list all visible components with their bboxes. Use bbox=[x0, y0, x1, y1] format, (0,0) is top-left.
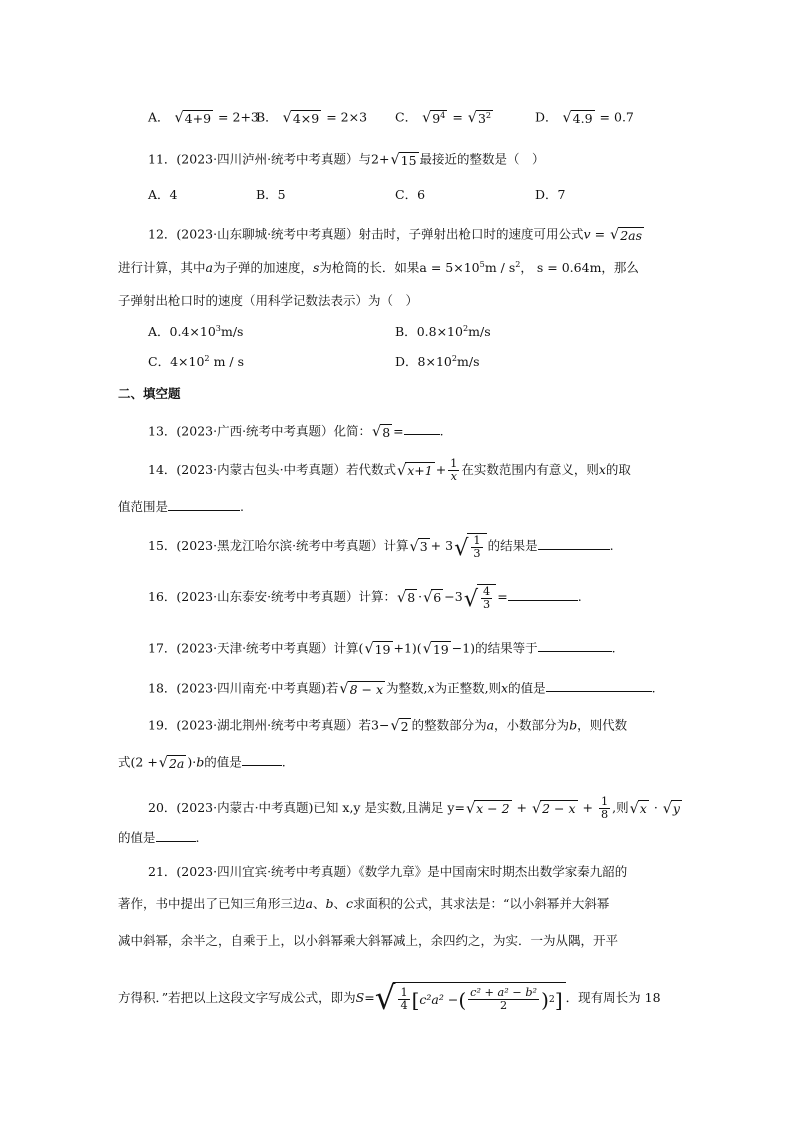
sqrt-expression: √ 4+9 bbox=[174, 110, 212, 127]
question-12-line-2 bbox=[118, 258, 639, 275]
expr: −1) bbox=[451, 640, 476, 656]
radicand: 6 bbox=[433, 590, 442, 606]
answer-blank[interactable] bbox=[242, 764, 282, 766]
variable: c bbox=[346, 896, 354, 911]
sqrt-expression: √ 8 − x bbox=[339, 681, 384, 698]
condition: a = 5×10 bbox=[419, 260, 480, 275]
exponent: 3 bbox=[215, 322, 221, 333]
fraction bbox=[468, 987, 539, 1012]
sqrt-expression: √ $\frac{1}{3}$ bbox=[454, 533, 487, 560]
question-text: 的结果等于 bbox=[475, 640, 538, 656]
option-letter: C． bbox=[148, 354, 171, 369]
radicand: 19 bbox=[432, 642, 449, 657]
fraction bbox=[471, 535, 482, 560]
variable: b bbox=[325, 896, 334, 911]
period: . bbox=[611, 640, 616, 656]
question-17 bbox=[148, 641, 616, 657]
period: . bbox=[609, 537, 614, 553]
answer-blank[interactable] bbox=[156, 840, 196, 842]
sqrt-expression: √ 3 bbox=[409, 538, 428, 555]
radicand: 2as bbox=[620, 228, 643, 243]
sqrt-expression: √ $3^2$ bbox=[467, 109, 492, 127]
question-text: 20．(2023·内蒙古·中考真题)已知 x,y 是实数,且满足 y= bbox=[148, 799, 465, 815]
q12-option-a bbox=[148, 322, 244, 339]
exponent: 2 bbox=[485, 109, 492, 120]
radicand: 4.9 bbox=[572, 111, 593, 126]
sqrt-expression: √ x bbox=[629, 800, 647, 817]
period: . bbox=[439, 423, 444, 439]
radicand: 8 bbox=[382, 425, 391, 440]
question-text: 16．(2023·山东泰安·统考中考真题）计算： bbox=[148, 588, 397, 604]
question-text: 著作，书中提出了已知三角形三边 bbox=[118, 896, 306, 911]
sqrt-expression: √ x+1 bbox=[397, 462, 433, 479]
question-text: ，则代数 bbox=[577, 717, 628, 733]
question-text: 在实数范围内有意义，则 bbox=[461, 461, 599, 477]
q11-option-d: D．7 bbox=[535, 187, 566, 202]
section-heading: 二、填空题 bbox=[118, 386, 181, 401]
question-16 bbox=[148, 584, 582, 611]
question-20-line-1 bbox=[148, 796, 683, 821]
question-text: ，那么 bbox=[601, 260, 639, 275]
unit: m / s bbox=[484, 260, 516, 275]
sqrt-expression: √ $\frac{4}{3}$ bbox=[464, 584, 497, 611]
variable: x bbox=[427, 680, 435, 696]
radicand: 19 bbox=[374, 642, 391, 657]
plus: + bbox=[512, 799, 531, 815]
variable: s bbox=[312, 260, 320, 275]
exponent: 2 bbox=[515, 258, 521, 269]
question-14-line-1 bbox=[148, 458, 631, 483]
option-letter: A． bbox=[148, 109, 170, 125]
question-18 bbox=[148, 681, 656, 697]
q12-option-c bbox=[148, 352, 244, 369]
sqrt-expression: √ y bbox=[662, 800, 680, 817]
sqrt-expression: √ 8 bbox=[397, 589, 416, 606]
answer-blank[interactable] bbox=[404, 433, 440, 435]
paren: ( bbox=[458, 987, 467, 1012]
sqrt-expression: √ 2 bbox=[390, 718, 409, 735]
plus: + bbox=[578, 799, 597, 815]
radical-sign: √ bbox=[374, 979, 396, 1017]
variable: S bbox=[355, 990, 365, 1005]
question-15 bbox=[148, 533, 614, 560]
expr: )· bbox=[187, 754, 197, 770]
question-text: 17．(2023·天津·统考中考真题）计算 bbox=[148, 640, 359, 656]
sqrt-expression: √ 2 − x bbox=[531, 800, 576, 817]
sqrt-expression: √ 19 bbox=[364, 641, 391, 658]
question-text: 进行计算，其中 bbox=[118, 260, 206, 275]
question-text: 18．(2023·四川南充·中考真题)若 bbox=[148, 680, 339, 696]
question-text: 19．(2023·湖北荆州·统考中考真题）若3− bbox=[148, 717, 390, 733]
option-letter: B． bbox=[256, 109, 278, 125]
question-21-line-4 bbox=[118, 979, 661, 1017]
q12-option-b bbox=[395, 322, 491, 339]
q10-option-c bbox=[395, 110, 494, 126]
equals: = bbox=[497, 588, 508, 604]
numerator: 1 bbox=[400, 986, 408, 1000]
question-text: 的结果是 bbox=[487, 537, 538, 553]
period: . bbox=[240, 499, 244, 514]
question-text: ,则 bbox=[612, 799, 629, 815]
separator: 、 bbox=[312, 896, 326, 911]
sqrt-expression: √ 19 bbox=[422, 641, 449, 658]
numerator: 1 bbox=[450, 457, 458, 470]
question-text: 为子弹的加速度， bbox=[212, 260, 313, 275]
variable: a bbox=[486, 717, 495, 733]
period: . bbox=[651, 680, 656, 696]
exponent: 4 bbox=[440, 109, 446, 120]
numerator: 1 bbox=[600, 795, 609, 808]
answer-blank[interactable] bbox=[168, 509, 240, 511]
radicand: 8 − x bbox=[349, 682, 384, 697]
question-text: 为整数, bbox=[386, 680, 428, 696]
exponent: 2 bbox=[451, 352, 458, 363]
question-text: 的值是 bbox=[204, 754, 242, 770]
question-text: 的值是 bbox=[508, 680, 546, 696]
variable: v bbox=[583, 226, 591, 242]
denominator: 3 bbox=[483, 597, 491, 611]
question-19-line-2 bbox=[118, 755, 286, 771]
sqrt-expression: √ 2a bbox=[158, 755, 185, 772]
rhs: = 0.7 bbox=[599, 109, 634, 125]
dot: · bbox=[418, 588, 423, 604]
question-text: 12．(2023·山东聊城·统考中考真题）射击时，子弹射出枪口时的速度可用公式 bbox=[148, 226, 584, 242]
sqrt-expression: √ $9^4$ bbox=[422, 109, 446, 127]
question-21-line-1: 21．(2023·四川宜宾·统考中考真题）《数学九章》是中国南宋时期杰出数学家秦九韶的 bbox=[148, 864, 628, 879]
question-12-line-1 bbox=[148, 227, 645, 243]
q12-option-d bbox=[395, 352, 480, 369]
fraction bbox=[599, 796, 610, 821]
sqrt-expression: √ 2as bbox=[610, 227, 643, 244]
sqrt-expression: √ 4×9 bbox=[282, 110, 320, 127]
denominator: 2 bbox=[500, 999, 508, 1013]
radicand: 2 − x bbox=[542, 801, 576, 817]
question-text: 求面积的公式，其求法是：“以小斜幂并大斜幂 bbox=[353, 896, 610, 911]
sqrt-expression: √ 6 bbox=[423, 589, 442, 606]
q10-option-a bbox=[148, 110, 259, 126]
question-12-line-3: 子弹射出枪口时的速度（用科学记数法表示）为（ ） bbox=[118, 293, 419, 308]
radicand: y bbox=[672, 801, 680, 817]
separator: 、 bbox=[333, 896, 347, 911]
question-text: 最接近的整数是（ ） bbox=[419, 151, 545, 167]
radicand: 4×9 bbox=[292, 111, 320, 126]
variable: b bbox=[569, 717, 578, 733]
dot: · bbox=[649, 799, 662, 815]
answer-blank[interactable] bbox=[538, 548, 610, 550]
numerator: 1 bbox=[473, 534, 481, 547]
period: . bbox=[195, 830, 200, 845]
paren: ) bbox=[541, 987, 549, 1012]
equals: = bbox=[393, 423, 404, 439]
radicand: $\frac{1}{4}$ [ c²a² − ( $\frac{\text{c² + a² − b²}}{2}$ ) 2 ] bbox=[393, 982, 565, 1015]
period: . bbox=[577, 588, 582, 604]
radicand: 3 bbox=[419, 539, 428, 555]
q10-option-d bbox=[535, 110, 634, 126]
q11-option-a: A．4 bbox=[148, 187, 178, 202]
answer-blank[interactable] bbox=[546, 690, 652, 692]
exponent: 5 bbox=[479, 258, 485, 269]
question-21-line-2 bbox=[118, 898, 609, 911]
question-text: 11．(2023·四川泸州·统考中考真题）与2+ bbox=[148, 151, 390, 167]
bracket: [ bbox=[411, 987, 420, 1012]
variable: x bbox=[501, 680, 509, 696]
numerator: c² + a² − b² bbox=[470, 986, 538, 1000]
denominator: 3 bbox=[473, 546, 481, 560]
radicand: x+1 bbox=[407, 463, 433, 479]
radicand: 3 bbox=[477, 111, 486, 126]
radicand: x bbox=[639, 801, 647, 817]
exponent: 2 bbox=[462, 322, 469, 333]
unit: m/s bbox=[468, 324, 491, 339]
paren: ( bbox=[358, 640, 364, 656]
sqrt-expression: √ 4.9 bbox=[562, 110, 593, 127]
unit: m / s bbox=[209, 354, 244, 369]
expr: c²a² − bbox=[419, 991, 459, 1007]
fraction bbox=[448, 458, 459, 483]
question-21-line-3: 减中斜幂，余半之，自乘于上，以小斜幂乘大斜幂减上，余四约之，为实．一为从隅，开平 bbox=[118, 933, 619, 948]
sqrt-expression: √ 15 bbox=[390, 152, 417, 169]
equals: = bbox=[590, 226, 610, 242]
question-text: 为正整数,则 bbox=[434, 680, 502, 696]
radicand: 9 bbox=[432, 111, 441, 126]
sqrt-expression: √ x − 2 bbox=[465, 800, 510, 817]
denominator: x bbox=[450, 469, 457, 483]
exponent: 2 bbox=[204, 352, 210, 363]
option-letter: A． bbox=[148, 324, 170, 339]
variable: b bbox=[196, 754, 205, 770]
fraction bbox=[398, 987, 409, 1012]
minus: −3 bbox=[444, 588, 463, 604]
numerator: 4 bbox=[483, 585, 491, 598]
value: 4×10 bbox=[170, 354, 205, 369]
plus: + 3 bbox=[430, 537, 454, 553]
radicand: 4+9 bbox=[184, 111, 212, 126]
variable: x bbox=[598, 461, 606, 477]
question-text: 式 bbox=[118, 754, 131, 770]
question-text: 13．(2023·广西·统考中考真题）化简： bbox=[148, 423, 372, 439]
option-letter: D． bbox=[535, 109, 558, 125]
question-20-line-2 bbox=[118, 832, 200, 845]
equals: = bbox=[452, 109, 463, 125]
radicand: 2a bbox=[168, 756, 185, 771]
question-text: 15．(2023·黑龙江哈尔滨·统考中考真题）计算 bbox=[148, 537, 409, 553]
radicand: 2 bbox=[400, 719, 409, 734]
q11-option-c: C．6 bbox=[395, 187, 426, 202]
answer-blank[interactable] bbox=[508, 599, 578, 601]
expr: (2 + bbox=[130, 754, 158, 770]
question-text: 14．(2023·内蒙古包头·中考真题）若代数式 bbox=[148, 461, 397, 477]
q11-option-b: B．5 bbox=[256, 187, 286, 202]
question-text: 的整数部分为 bbox=[411, 717, 487, 733]
bracket: ] bbox=[554, 987, 563, 1012]
question-11 bbox=[148, 152, 545, 168]
expr: +1)( bbox=[393, 640, 422, 656]
radicand: 15 bbox=[400, 153, 417, 168]
question-text: 方得积．”若把以上这段文字写成公式，即为 bbox=[118, 990, 356, 1005]
variable: a bbox=[205, 260, 213, 275]
condition: ， s = 0.64m bbox=[520, 260, 602, 275]
plus: + bbox=[435, 461, 447, 477]
variable: a bbox=[305, 896, 313, 911]
option-letter: C． bbox=[395, 109, 418, 125]
denominator: 4 bbox=[400, 999, 408, 1013]
question-text: ，小数部分为 bbox=[494, 717, 570, 733]
question-text: 的取 bbox=[605, 461, 631, 477]
fraction bbox=[481, 586, 492, 611]
rhs: = 2+3 bbox=[218, 109, 259, 125]
value: 0.8×10 bbox=[416, 324, 463, 339]
option-letter: D． bbox=[395, 354, 418, 369]
period: . bbox=[281, 754, 286, 770]
sqrt-expression: √ 8 bbox=[372, 424, 391, 441]
question-14-line-2 bbox=[118, 501, 244, 514]
unit: m/s bbox=[220, 324, 244, 339]
question-13 bbox=[148, 424, 444, 440]
denominator: 8 bbox=[600, 807, 609, 821]
value: 0.4×10 bbox=[169, 324, 216, 339]
heron-formula bbox=[374, 979, 566, 1017]
radicand: 8 bbox=[407, 590, 416, 606]
question-text: 值范围是 bbox=[118, 499, 169, 514]
rhs: = 2×3 bbox=[326, 109, 368, 125]
q10-option-b bbox=[256, 110, 367, 126]
question-text: ．现有周长为 18 bbox=[565, 990, 661, 1005]
question-text: 的值是 bbox=[118, 830, 156, 845]
question-19-line-1 bbox=[148, 718, 627, 734]
unit: m/s bbox=[457, 354, 480, 369]
question-text: 为枪筒的长．如果 bbox=[319, 260, 420, 275]
option-letter: B． bbox=[395, 324, 417, 339]
value: 8×10 bbox=[417, 354, 452, 369]
answer-blank[interactable] bbox=[538, 650, 612, 652]
radicand: x − 2 bbox=[476, 801, 510, 817]
equals: = bbox=[364, 990, 375, 1005]
